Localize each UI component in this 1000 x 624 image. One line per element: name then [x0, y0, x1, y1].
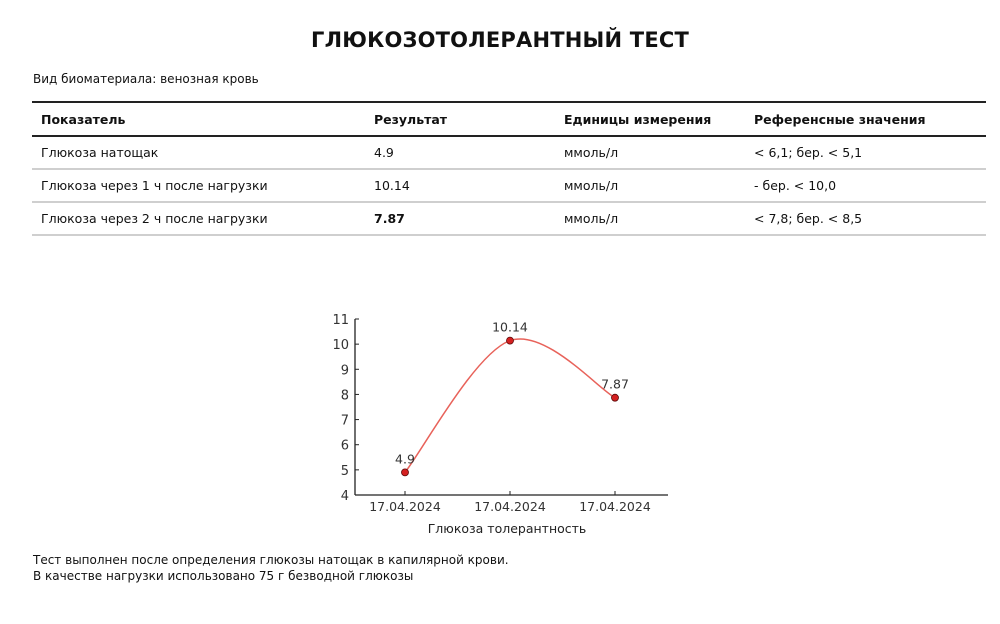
table-row — [32, 136, 986, 169]
column-header-indicator: Показатель — [32, 102, 365, 136]
y-tick-label: 7 — [340, 413, 349, 429]
y-tick-label: 11 — [332, 313, 349, 328]
indicator-cell: Глюкоза натощак — [32, 136, 365, 169]
y-tick-label: 5 — [340, 463, 349, 479]
y-tick-label: 6 — [340, 438, 349, 454]
table-header-row — [32, 102, 986, 136]
y-tick-label: 9 — [340, 363, 349, 379]
result-cell: 10.14 — [365, 169, 555, 202]
note-line-2: В качестве нагрузки использовано 75 г безводной глюкозы — [33, 569, 414, 583]
column-header-unit: Единицы измерения — [555, 102, 745, 136]
indicator-cell: Глюкоза через 2 ч после нагрузки — [32, 202, 365, 235]
indicator-cell: Глюкоза через 1 ч после нагрузки — [32, 169, 365, 202]
glucose-tolerance-chart — [320, 305, 680, 545]
reference-cell: < 6,1; бер. < 5,1 — [745, 136, 986, 169]
data-point-label: 7.87 — [601, 376, 629, 392]
reference-cell: - бер. < 10,0 — [745, 169, 986, 202]
reference-cell: < 7,8; бер. < 8,5 — [745, 202, 986, 235]
x-tick-label: 17.04.2024 — [369, 499, 441, 514]
results-table — [32, 101, 986, 236]
table-row — [32, 202, 986, 235]
biomaterial-label: Вид биоматериала: венозная кровь — [33, 72, 259, 86]
unit-cell: ммоль/л — [555, 169, 745, 202]
table-row — [32, 169, 986, 202]
data-point-marker — [507, 337, 514, 344]
line-chart — [320, 305, 680, 545]
x-tick-label: 17.04.2024 — [474, 499, 546, 514]
test-notes — [33, 552, 509, 584]
y-tick-label: 8 — [340, 388, 349, 404]
page-title: ГЛЮКОЗОТОЛЕРАНТНЫЙ ТЕСТ — [311, 28, 689, 52]
unit-cell: ммоль/л — [555, 202, 745, 235]
y-tick-label: 4 — [340, 489, 349, 504]
result-cell-highlighted: 7.87 — [365, 202, 555, 235]
y-tick-label: 10 — [332, 338, 349, 354]
column-header-reference: Референсные значения — [745, 102, 986, 136]
data-point-label: 10.14 — [492, 319, 528, 335]
glucose-line — [405, 339, 615, 472]
x-axis-title: Глюкоза толерантность — [427, 521, 587, 536]
column-header-result: Результат — [365, 102, 555, 136]
data-point-label: 4.9 — [395, 451, 415, 467]
result-cell: 4.9 — [365, 136, 555, 169]
note-line-1: Тест выполнен после определения глюкозы натощак в капилярной крови. — [33, 553, 509, 567]
data-point-marker — [612, 394, 619, 401]
x-tick-label: 17.04.2024 — [579, 499, 651, 514]
data-point-marker — [402, 469, 409, 476]
unit-cell: ммоль/л — [555, 136, 745, 169]
